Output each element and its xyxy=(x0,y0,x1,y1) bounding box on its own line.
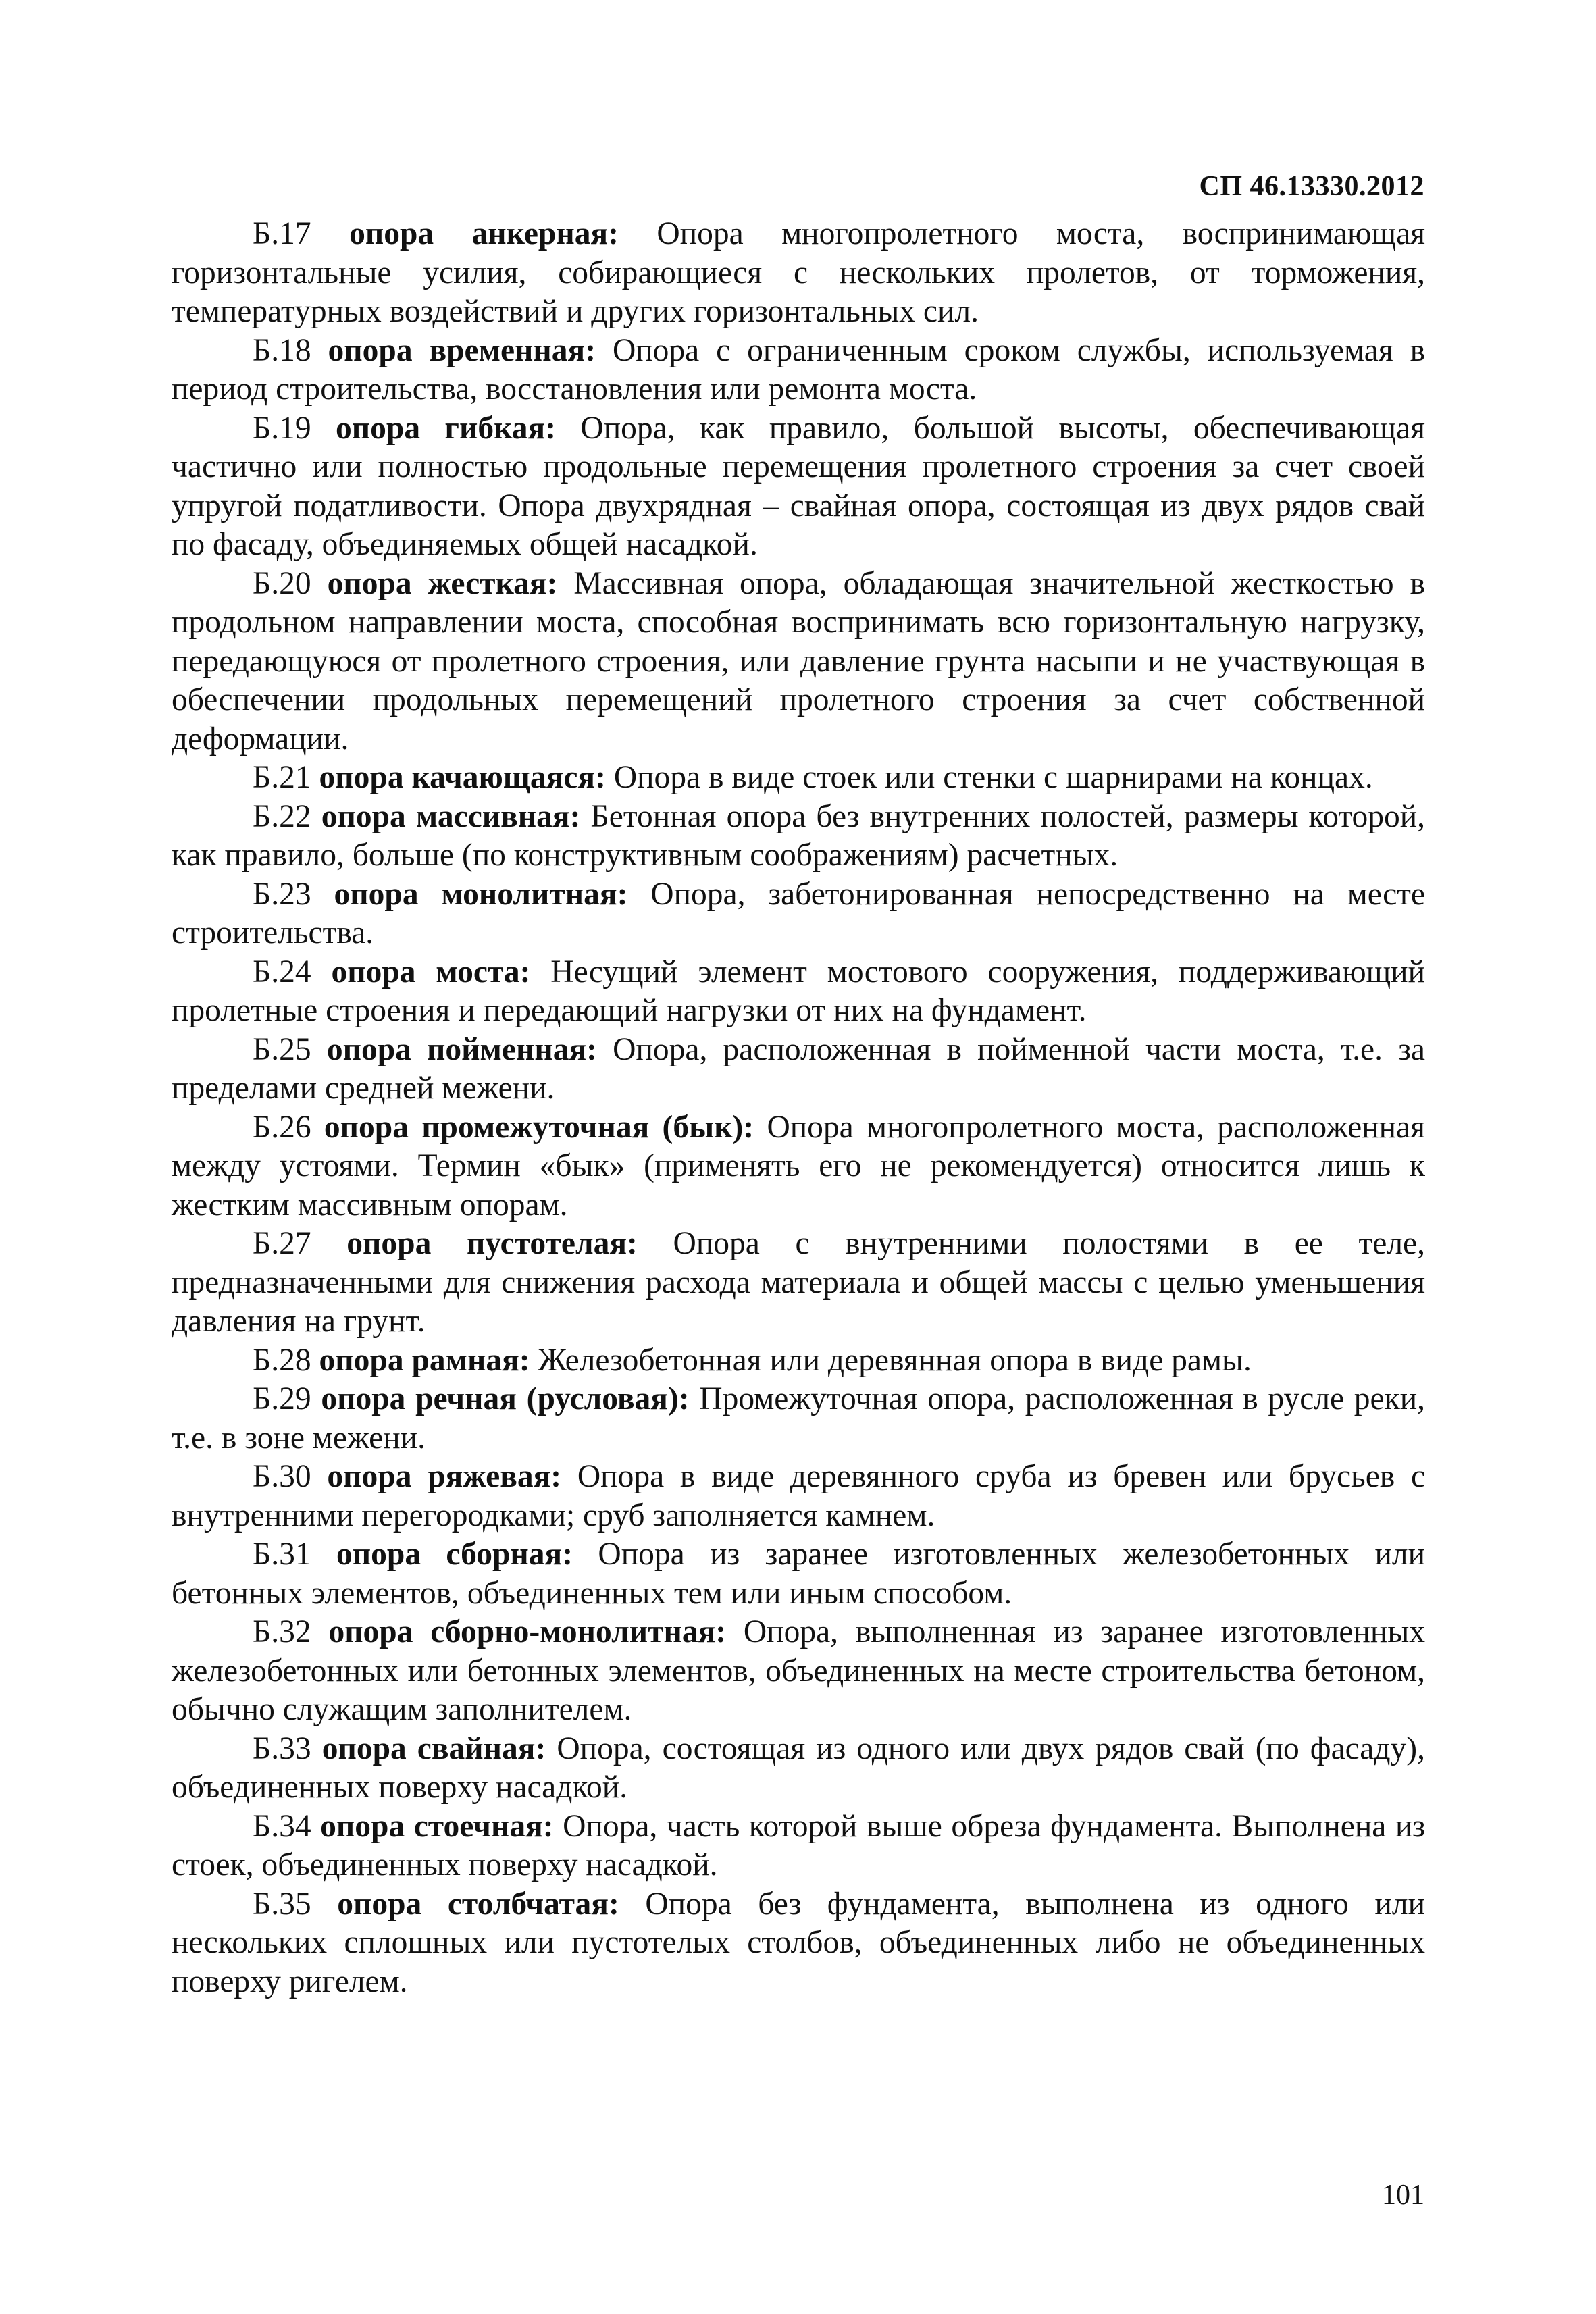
glossary-entry xyxy=(172,1108,1425,1225)
entry-number: Б.24 xyxy=(253,954,311,989)
entry-number: Б.33 xyxy=(253,1730,311,1766)
entry-number: Б.31 xyxy=(253,1537,311,1572)
entry-term: опора жесткая: xyxy=(327,565,558,601)
entry-number: Б.26 xyxy=(253,1109,311,1145)
entry-definition: Опора, расположенная в пойменной части моста, т.е. за пределами средней межени. xyxy=(172,1031,1426,1106)
entry-number: Б.21 xyxy=(253,760,311,795)
entry-definition: Опора из заранее изготовленных железобетонных или бетонных элементов, объединенных тем или иным способом. xyxy=(172,1537,1426,1611)
entry-term: опора гибкая: xyxy=(336,410,557,446)
entry-term: опора массивная: xyxy=(321,798,581,834)
entry-definition: Опора в виде деревянного сруба из бревен или брусьев с внутренними перегородками; сруб заполняется камнем. xyxy=(172,1459,1426,1533)
entry-number: Б.35 xyxy=(253,1886,311,1922)
entry-number: Б.17 xyxy=(253,216,311,251)
entry-definition: Бетонная опора без внутренних полостей, размеры которой, как правило, больше (по конструктивным соображениям) расчетных. xyxy=(172,798,1426,873)
entry-term: опора временная: xyxy=(328,332,596,368)
glossary-entry xyxy=(172,759,1425,798)
entry-number: Б.25 xyxy=(253,1031,311,1067)
entry-term: опора ряжевая: xyxy=(327,1459,562,1494)
entry-definition: Несущий элемент мостового сооружения, поддерживающий пролетные строения и передающий нагрузки от них на фундамент. xyxy=(172,954,1425,1028)
glossary-entry xyxy=(172,565,1425,759)
glossary-entry xyxy=(172,1730,1425,1807)
glossary-entry xyxy=(172,1225,1425,1341)
glossary-entry xyxy=(172,798,1425,875)
glossary-entry xyxy=(172,215,1425,332)
glossary-entry xyxy=(172,1380,1425,1458)
page-number: 101 xyxy=(1382,2180,1424,2211)
glossary-entry xyxy=(172,1031,1425,1108)
glossary-entry xyxy=(172,1885,1425,2002)
entry-term: опора стоечная: xyxy=(320,1808,554,1844)
entry-term: опора пустотелая: xyxy=(346,1226,638,1261)
entry-term: опора моста: xyxy=(331,954,531,989)
entry-number: Б.29 xyxy=(253,1381,311,1416)
entry-definition: Опора, забетонированная непосредственно на месте строительства. xyxy=(172,876,1425,950)
entry-term: опора сборно-монолитная: xyxy=(328,1614,727,1649)
glossary-entry xyxy=(172,1458,1425,1535)
entry-term: опора столбчатая: xyxy=(337,1886,619,1922)
entry-number: Б.18 xyxy=(253,332,311,368)
entry-number: Б.23 xyxy=(253,876,311,912)
glossary-entry xyxy=(172,409,1425,565)
glossary-entry xyxy=(172,332,1425,409)
entry-term: опора речная (русловая): xyxy=(321,1381,690,1416)
entry-number: Б.28 xyxy=(253,1342,311,1378)
entry-definition: Опора, состоящая из одного или двух рядов свай (по фасаду), объединенных поверху насадкой. xyxy=(172,1730,1426,1805)
entry-definition: Опора без фундамента, выполнена из одного или нескольких сплошных или пустотелых столбов, объединенных либо не объединенных поверху ригелем. xyxy=(172,1886,1425,1999)
entry-number: Б.30 xyxy=(253,1459,311,1494)
entry-definition: Массивная опора, обладающая значительной жесткостью в продольном направлении моста, способная воспринимать всю горизонтальную нагрузку, передающуюся от пролетного строения, или давление грунта насыпи и не участвующая в обеспечении продольных перемещений пролетного строения за счет собственной деформации. xyxy=(172,565,1425,756)
glossary-entry xyxy=(172,1613,1425,1730)
entry-term: опора анкерная: xyxy=(349,216,619,251)
entry-term: опора сборная: xyxy=(336,1537,573,1572)
entry-number: Б.19 xyxy=(253,410,311,446)
entry-number: Б.22 xyxy=(253,798,311,834)
entry-term: опора промежуточная (бык): xyxy=(324,1109,754,1145)
entry-definition: Опора с внутренними полостями в ее теле, предназначенными для снижения расхода материала и общей массы с целью уменьшения давления на грунт. xyxy=(172,1226,1426,1339)
glossary-list xyxy=(172,215,1425,2001)
entry-term: опора монолитная: xyxy=(334,876,628,912)
entry-term: опора свайная: xyxy=(321,1730,546,1766)
glossary-entry xyxy=(172,1341,1425,1381)
entry-definition: Промежуточная опора, расположенная в русле реки, т.е. в зоне межени. xyxy=(172,1381,1426,1456)
entry-definition: Опора, выполненная из заранее изготовленных железобетонных или бетонных элементов, объединенных на месте строительства бетоном, обычно служащим заполнителем. xyxy=(172,1614,1426,1727)
entry-term: опора пойменная: xyxy=(326,1031,597,1067)
entry-definition: Железобетонная или деревянная опора в виде рамы. xyxy=(538,1342,1252,1378)
document-code: СП 46.13330.2012 xyxy=(1199,171,1424,202)
entry-definition: Опора в виде стоек или стенки с шарнирами на концах. xyxy=(613,760,1373,795)
entry-term: опора рамная: xyxy=(319,1342,530,1378)
glossary-entry xyxy=(172,953,1425,1031)
entry-number: Б.27 xyxy=(253,1226,311,1261)
glossary-entry xyxy=(172,875,1425,953)
entry-definition: Опора многопролетного моста, воспринимающая горизонтальные усилия, собирающиеся с нескольких пролетов, от торможения, температурных воздействий и других горизонтальных сил. xyxy=(172,216,1426,329)
entry-term: опора качающаяся: xyxy=(319,760,606,795)
entry-definition: Опора, как правило, большой высоты, обеспечивающая частично или полностью продольные перемещения пролетного строения за счет своей упругой податливости. Опора двухрядная – свайная опора, состоящая из двух рядов свай по фасаду, объединяемых общей насадкой. xyxy=(172,410,1426,562)
entry-number: Б.32 xyxy=(253,1614,311,1649)
entry-definition: Опора, часть которой выше обреза фундамента. Выполнена из стоек, объединенных поверху насадкой. xyxy=(172,1808,1426,1882)
entry-number: Б.20 xyxy=(253,565,311,601)
glossary-entry xyxy=(172,1535,1425,1613)
glossary-entry xyxy=(172,1807,1425,1885)
entry-definition: Опора с ограниченным сроком службы, используемая в период строительства, восстановления или ремонта моста. xyxy=(172,332,1426,407)
entry-definition: Опора многопролетного моста, расположенная между устоями. Термин «бык» (применять его не рекомендуется) относится лишь к жестким массивным опорам. xyxy=(172,1109,1425,1223)
entry-number: Б.34 xyxy=(253,1808,311,1844)
